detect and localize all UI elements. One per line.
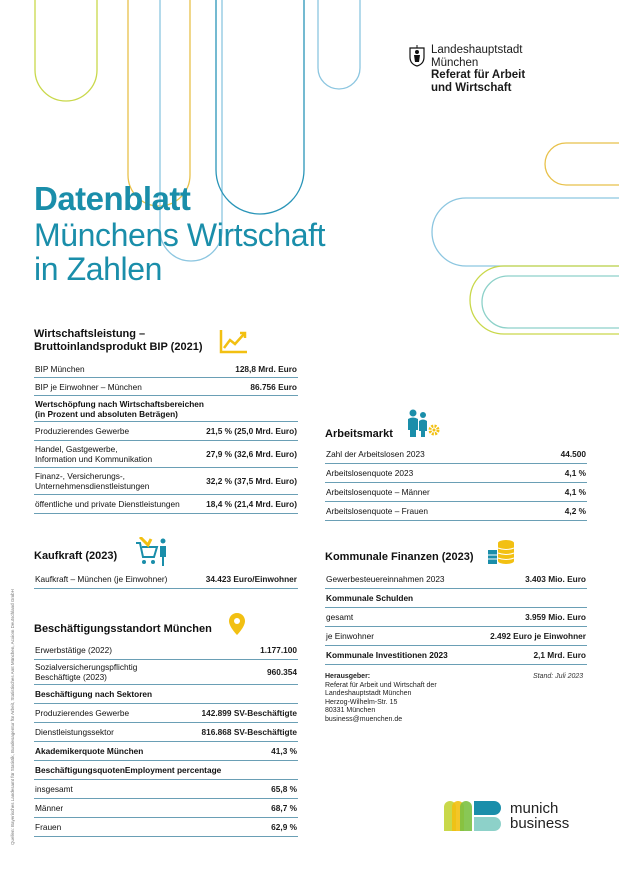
publisher-heading: Herausgeber: <box>325 673 371 680</box>
table-row: Gewerbesteuereinnahmen 2023 3.403 Mio. Euro <box>325 570 587 589</box>
table-row: Kommunale Investitionen 2023 2,1 Mrd. Euro <box>325 646 587 665</box>
table-row: Männer 68,7 % <box>34 799 298 818</box>
chart-up-icon <box>219 328 249 354</box>
publisher-line: 80331 München <box>325 707 376 715</box>
title-main: Datenblatt <box>34 180 191 217</box>
table-subheader: BeschäftigungsquotenEmployment percentage <box>34 761 298 780</box>
shopping-cart-icon <box>136 537 168 567</box>
table-row: Produzierendes Gewerbe 21,5 % (25,0 Mrd. Euro) <box>34 422 298 441</box>
table-row: Arbeitslosenquote – Frauen 4,2 % <box>325 502 587 521</box>
sources-note: Quellen: Bayerisches Landesamt für Statistik, Bundesagentur für Arbeit, Statistisches Amt München, Acxiom Deutschland GmbH <box>10 589 15 845</box>
publisher-line: Herzog-Wilhelm-Str. 15 <box>325 698 398 706</box>
table-row: BIP je Einwohner – München 86.756 Euro <box>34 378 298 396</box>
table-subheader: Kommunale Schulden <box>325 589 587 608</box>
dept-name-line1: Referat für Arbeit <box>431 69 526 81</box>
people-gear-icon <box>404 408 440 438</box>
table-row: Frauen 62,9 % <box>34 818 298 837</box>
table-subheader: Wertschöpfung nach Wirtschaftsbereichen (in Prozent und absoluten Beträgen) <box>34 396 298 422</box>
publisher-email[interactable]: business@muenchen.de <box>325 715 403 723</box>
table-row: Finanz-, Versicherungs-, Unternehmensdienstleistungen 32,2 % (37,5 Mrd. Euro) <box>34 468 298 495</box>
title-sub-line2: in Zahlen <box>34 251 163 287</box>
bip-title-line1: Wirtschaftsleistung – <box>34 328 146 340</box>
coins-icon <box>488 538 516 566</box>
brand-line1: munich <box>510 800 559 817</box>
table-row: Produzierendes Gewerbe 142.899 SV-Beschäftigte <box>34 704 298 723</box>
table-row: öffentliche und private Dienstleistungen 18,4 % (21,4 Mrd. Euro) <box>34 495 298 514</box>
table-row: insgesamt 65,8 % <box>34 780 298 799</box>
bip-table <box>34 360 298 514</box>
city-logo <box>409 44 525 94</box>
table-row: Zahl der Arbeitslosen 2023 44.500 <box>325 445 587 464</box>
publisher-line: Referat für Arbeit und Wirtschaft der <box>325 681 437 689</box>
table-row: Dienstleistungssektor 816.868 SV-Beschäftigte <box>34 723 298 742</box>
bip-title-line2: Bruttoinlandsprodukt BIP (2021) <box>34 341 203 353</box>
table-row: Kaufkraft – München (je Einwohner) 34.423 Euro/Einwohner <box>34 570 298 589</box>
arbeitsmarkt-section-title: Arbeitsmarkt <box>325 428 393 440</box>
dept-name-line2: und Wirtschaft <box>431 81 512 94</box>
crest-icon <box>409 45 425 67</box>
table-subheader: Beschäftigung nach Sektoren <box>34 685 298 704</box>
finanzen-table <box>325 570 587 665</box>
munich-business-logo <box>444 801 569 831</box>
table-row: Handel, Gastgewerbe, Information und Kommunikation 27,9 % (32,6 Mrd. Euro) <box>34 441 298 468</box>
page-title <box>34 180 325 286</box>
kaufkraft-table <box>34 570 298 589</box>
munich-business-logo-icon <box>444 801 502 831</box>
finanzen-section-title: Kommunale Finanzen (2023) <box>325 551 474 563</box>
publisher-line: Landeshauptstadt München <box>325 690 412 698</box>
table-row: je Einwohner 2.492 Euro je Einwohner <box>325 627 587 646</box>
title-sub-line1: Münchens Wirtschaft <box>34 217 326 253</box>
table-row: Erwerbstätige (2022) 1.177.100 <box>34 641 298 660</box>
kaufkraft-section-title: Kaufkraft (2023) <box>34 550 118 562</box>
brand-line2: business <box>510 815 570 832</box>
table-row: gesamt 3.959 Mio. Euro <box>325 608 587 627</box>
table-row: Akademikerquote München 41,3 % <box>34 742 298 761</box>
table-row: Arbeitslosenquote 2023 4,1 % <box>325 464 587 483</box>
city-name-line2: München <box>431 56 479 69</box>
beschaeftigung-section-title: Beschäftigungsstandort München <box>34 623 212 635</box>
beschaeftigung-table <box>34 641 298 837</box>
city-name-line1: Landeshauptstadt <box>431 44 523 56</box>
table-row: Sozialversicherungspflichtig Beschäftigte (2023) 960.354 <box>34 660 298 685</box>
table-row: BIP München 128,8 Mrd. Euro <box>34 360 298 378</box>
location-pin-icon <box>228 612 246 636</box>
bip-section-title <box>34 328 202 354</box>
arbeitsmarkt-table <box>325 445 587 521</box>
stand-date: Stand: Juli 2023 <box>533 673 584 680</box>
table-row: Arbeitslosenquote – Männer 4,1 % <box>325 483 587 502</box>
publisher-info <box>325 673 437 725</box>
